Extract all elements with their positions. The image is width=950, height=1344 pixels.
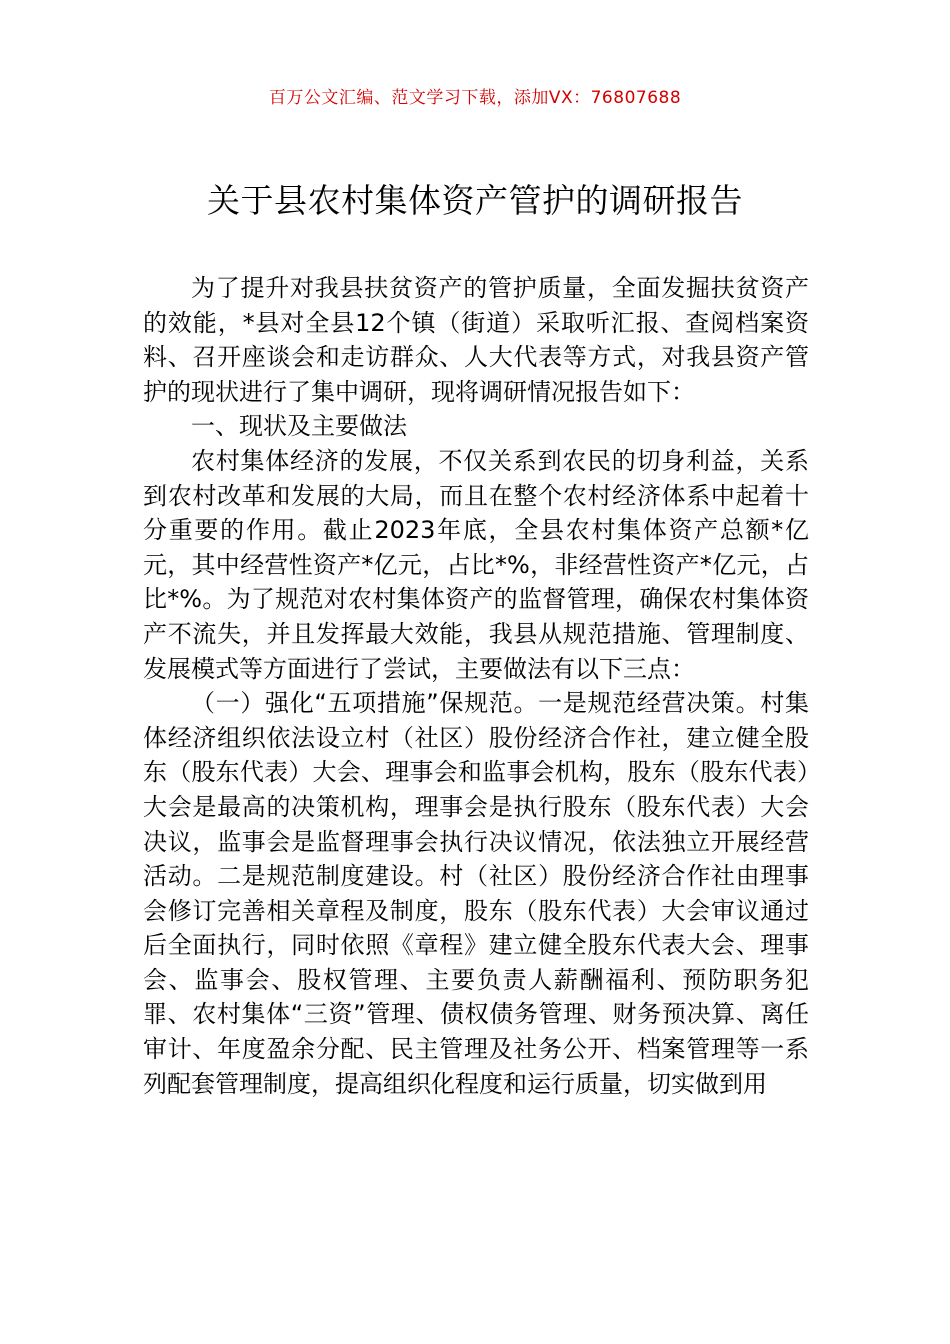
intro-paragraph: 为了提升对我县扶贫资产的管护质量，全面发掘扶贫资产的效能，*县对全县12个镇（街道）采取听汇报、查阅档案资料、召开座谈会和走访群众、人大代表等方式，对我县资产管护的现状进行了集中调研，现将调研情况报告如下： [143, 274, 809, 406]
subsection-1-paragraph: （一）强化“五项措施”保规范。一是规范经营决策。村集体经济组织依法设立村（社区）股份经济合作社，建立健全股东（股东代表）大会、理事会和监事会机构，股东（股东代表）大会是最高的决策机构，理事会是执行股东（股东代表）大会决议，监事会是监督理事会执行决议情况，依法独立开展经营活动。二是规范制度建设。村（社区）股份经济合作社由理事会修订完善相关章程及制度，股东（股东代表）大会审议通过后全面执行，同时依照《章程》建立健全股东代表大会、理事会、监事会、股权管理、主要负责人薪酬福利、预防职务犯罪、农村集体“三资”管理、债权债务管理、财务预决算、离任审计、年度盈余分配、民主管理及社务公开、档案管理等一系列配套管理制度，提高组织化程度和运行质量，切实做到用 [143, 689, 809, 1098]
document-title: 关于县农村集体资产管护的调研报告 [207, 181, 743, 220]
section-1-paragraph: 农村集体经济的发展，不仅关系到农民的切身利益，关系到农村改革和发展的大局，而且在整个农村经济体系中起着十分重要的作用。截止2023年底，全县农村集体资产总额*亿元，其中经营性资产*亿元，占比*%，非经营性资产*亿元，占比*%。为了规范对农村集体资产的监督管理，确保农村集体资产不流失，并且发挥最大效能，我县从规范措施、管理制度、发展模式等方面进行了尝试，主要做法有以下三点： [143, 446, 809, 683]
download-banner: 百万公文汇编、范文学习下载，添加VX：76807688 [268, 88, 682, 108]
document-body [143, 271, 809, 1101]
section-heading-1: 一、现状及主要做法 [191, 412, 407, 441]
